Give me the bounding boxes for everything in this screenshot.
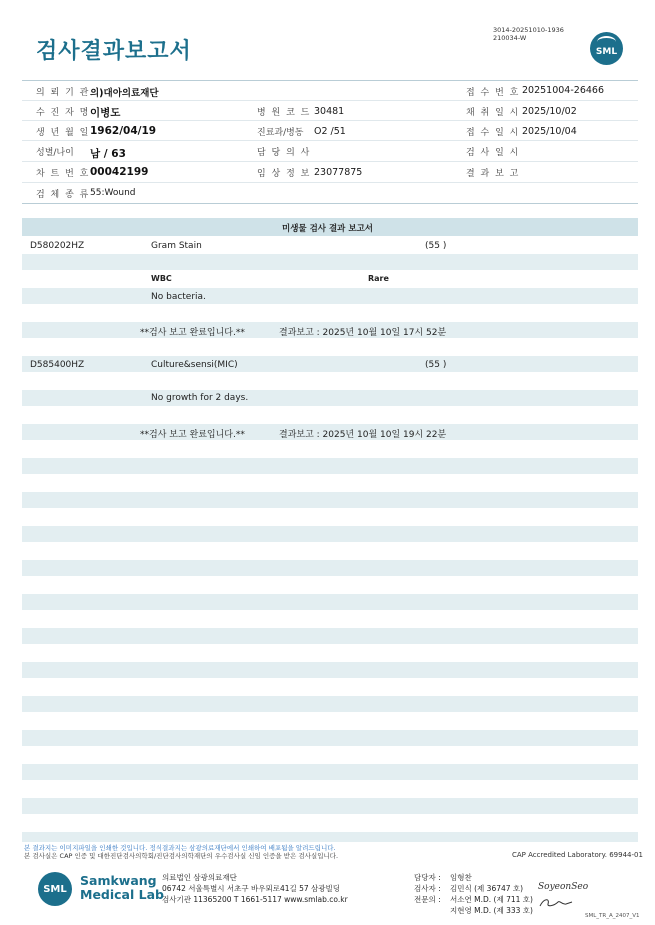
report-time-1: 결과보고 : 2025년 10월 10일 17시 52분: [279, 328, 447, 338]
test-specimen-1: (55 ): [425, 241, 447, 251]
logo-text: SML: [595, 46, 618, 57]
row-stripe: [22, 662, 638, 678]
row-stripe: [22, 526, 638, 542]
image-notice: 본 결과지는 이미지파일을 인쇄한 것입니다. 정식결과지는 삼광의료재단에서 인쇄하여 배포됨을 알려드립니다.: [24, 844, 336, 852]
brand-line2: Medical Lab: [80, 887, 164, 902]
specimen-label: 검 체 종 류: [36, 190, 90, 200]
row-stripe: [22, 254, 638, 270]
doctor-label: 담 당 의 사: [257, 148, 311, 158]
divider: [22, 203, 638, 204]
test-specimen-2: (55 ): [425, 360, 447, 370]
sml-logo: [590, 32, 623, 65]
signature-seo: SoyeonSeo: [538, 882, 589, 892]
patient-value: 이병도: [90, 107, 121, 119]
chart-value: 00042199: [90, 166, 149, 178]
org-contact: 검사기관 11365200 T 1661-5117 www.smlab.co.kr: [162, 895, 348, 904]
organization-info: [162, 872, 348, 905]
row-stripe: [22, 594, 638, 610]
footer-logo: [38, 872, 72, 906]
certification-note: 본 검사실은 CAP 인증 및 대한진단검사의학회/진단검사의학재단의 우수검사실 신임 인증을 받은 검사실입니다.: [24, 852, 339, 860]
client-value: 의)대아의료재단: [90, 88, 159, 99]
examiner-value: 김민식 (제 36747 호): [450, 884, 524, 893]
collect-date-value: 2025/10/02: [522, 106, 577, 117]
row-stripe: [22, 492, 638, 508]
hospital-code-label: 병 원 코 드: [257, 108, 311, 118]
finding-1: No bacteria.: [151, 292, 206, 302]
row-stripe: [22, 798, 638, 814]
manager-label: 담당자 :: [414, 873, 441, 882]
sex-age-label: 성별/나이: [36, 148, 74, 158]
signatory-values: [450, 872, 533, 916]
exam-date-label: 검 사 일 시: [466, 148, 520, 158]
row-stripe: [22, 628, 638, 644]
org-address: 06742 서울특별시 서초구 바우뫼로41길 57 삼광빌딩: [162, 884, 341, 893]
specialist-value-2: 지현영 M.D. (제 333 호): [450, 906, 533, 915]
divider: [22, 80, 638, 81]
row-stripe: [22, 560, 638, 576]
receipt-date-label: 접 수 일 시: [466, 128, 520, 138]
hospital-code-value: 30481: [314, 106, 345, 117]
manager-value: 임형찬: [450, 873, 472, 882]
brand-line1: Samkwang: [80, 873, 157, 888]
divider: [22, 161, 638, 162]
footer-logo-text: SML: [43, 883, 67, 895]
receipt-date-value: 2025/10/04: [522, 126, 577, 137]
divider: [22, 100, 638, 101]
chart-label: 차 트 번 호: [36, 169, 90, 179]
dept-label: 진료과/병동: [257, 128, 304, 138]
form-version: SML_TR_A_2407_V1: [585, 913, 640, 919]
row-stripe: [22, 730, 638, 746]
divider: [22, 120, 638, 121]
wbc-value: Rare: [368, 274, 389, 283]
test-name-1: Gram Stain: [151, 241, 202, 251]
row-stripe: [22, 458, 638, 474]
test-code-1: D580202HZ: [30, 241, 85, 251]
report-time-2: 결과보고 : 2025년 10월 10일 19시 22분: [279, 430, 447, 440]
receipt-no-value: 20251004-26466: [522, 85, 605, 96]
sex-age-value: 남 / 63: [90, 148, 126, 160]
wbc-label: WBC: [151, 274, 172, 283]
specimen-value: 55:Wound: [90, 188, 136, 198]
document-id: [493, 26, 564, 42]
report-label: 결 과 보 고: [466, 169, 520, 179]
row-stripe: [22, 390, 638, 406]
specialist-value-1: 서소연 M.D. (제 711 호): [450, 895, 533, 904]
brand-name: [80, 874, 164, 902]
collect-date-label: 채 취 일 시: [466, 108, 520, 118]
birth-label: 생 년 월 일: [36, 128, 90, 138]
test-name-2: Culture&sensi(MIC): [151, 360, 238, 370]
document-id-line1: 3014-20251010-1936: [493, 26, 564, 34]
signatory-labels: [414, 872, 441, 905]
client-label: 의 뢰 기 관: [36, 88, 90, 98]
row-stripe: [22, 356, 638, 372]
divider: [22, 182, 638, 183]
clinical-value: 23077875: [314, 167, 363, 178]
dept-value: O2 /51: [314, 126, 346, 137]
birth-value: 1962/04/19: [90, 125, 157, 137]
org-name: 의료법인 삼광의료재단: [162, 873, 237, 882]
report-done-2: **검사 보고 완료입니다.**: [140, 430, 245, 440]
divider: [22, 140, 638, 141]
finding-2: No growth for 2 days.: [151, 393, 249, 403]
page-title: 검사결과보고서: [36, 39, 192, 64]
cap-accreditation: CAP Accredited Laboratory. 69944-01: [512, 851, 643, 859]
section-title: 미생물 검사 결과 보고서: [282, 224, 373, 234]
examiner-label: 검사자 :: [414, 884, 441, 893]
test-code-2: D585400HZ: [30, 360, 85, 370]
patient-label: 수 진 자 명: [36, 108, 90, 118]
report-done-1: **검사 보고 완료입니다.**: [140, 328, 245, 338]
row-stripe: [22, 832, 638, 842]
logo-arc-icon: [597, 36, 616, 48]
clinical-label: 임 상 정 보: [257, 169, 311, 179]
row-stripe: [22, 288, 638, 304]
row-stripe: [22, 764, 638, 780]
signature-ji-icon: [538, 896, 574, 910]
row-stripe: [22, 696, 638, 712]
document-id-line2: 210034-W: [493, 34, 527, 42]
specialist-label: 전문의 :: [414, 895, 441, 904]
receipt-no-label: 접 수 번 호: [466, 88, 520, 98]
